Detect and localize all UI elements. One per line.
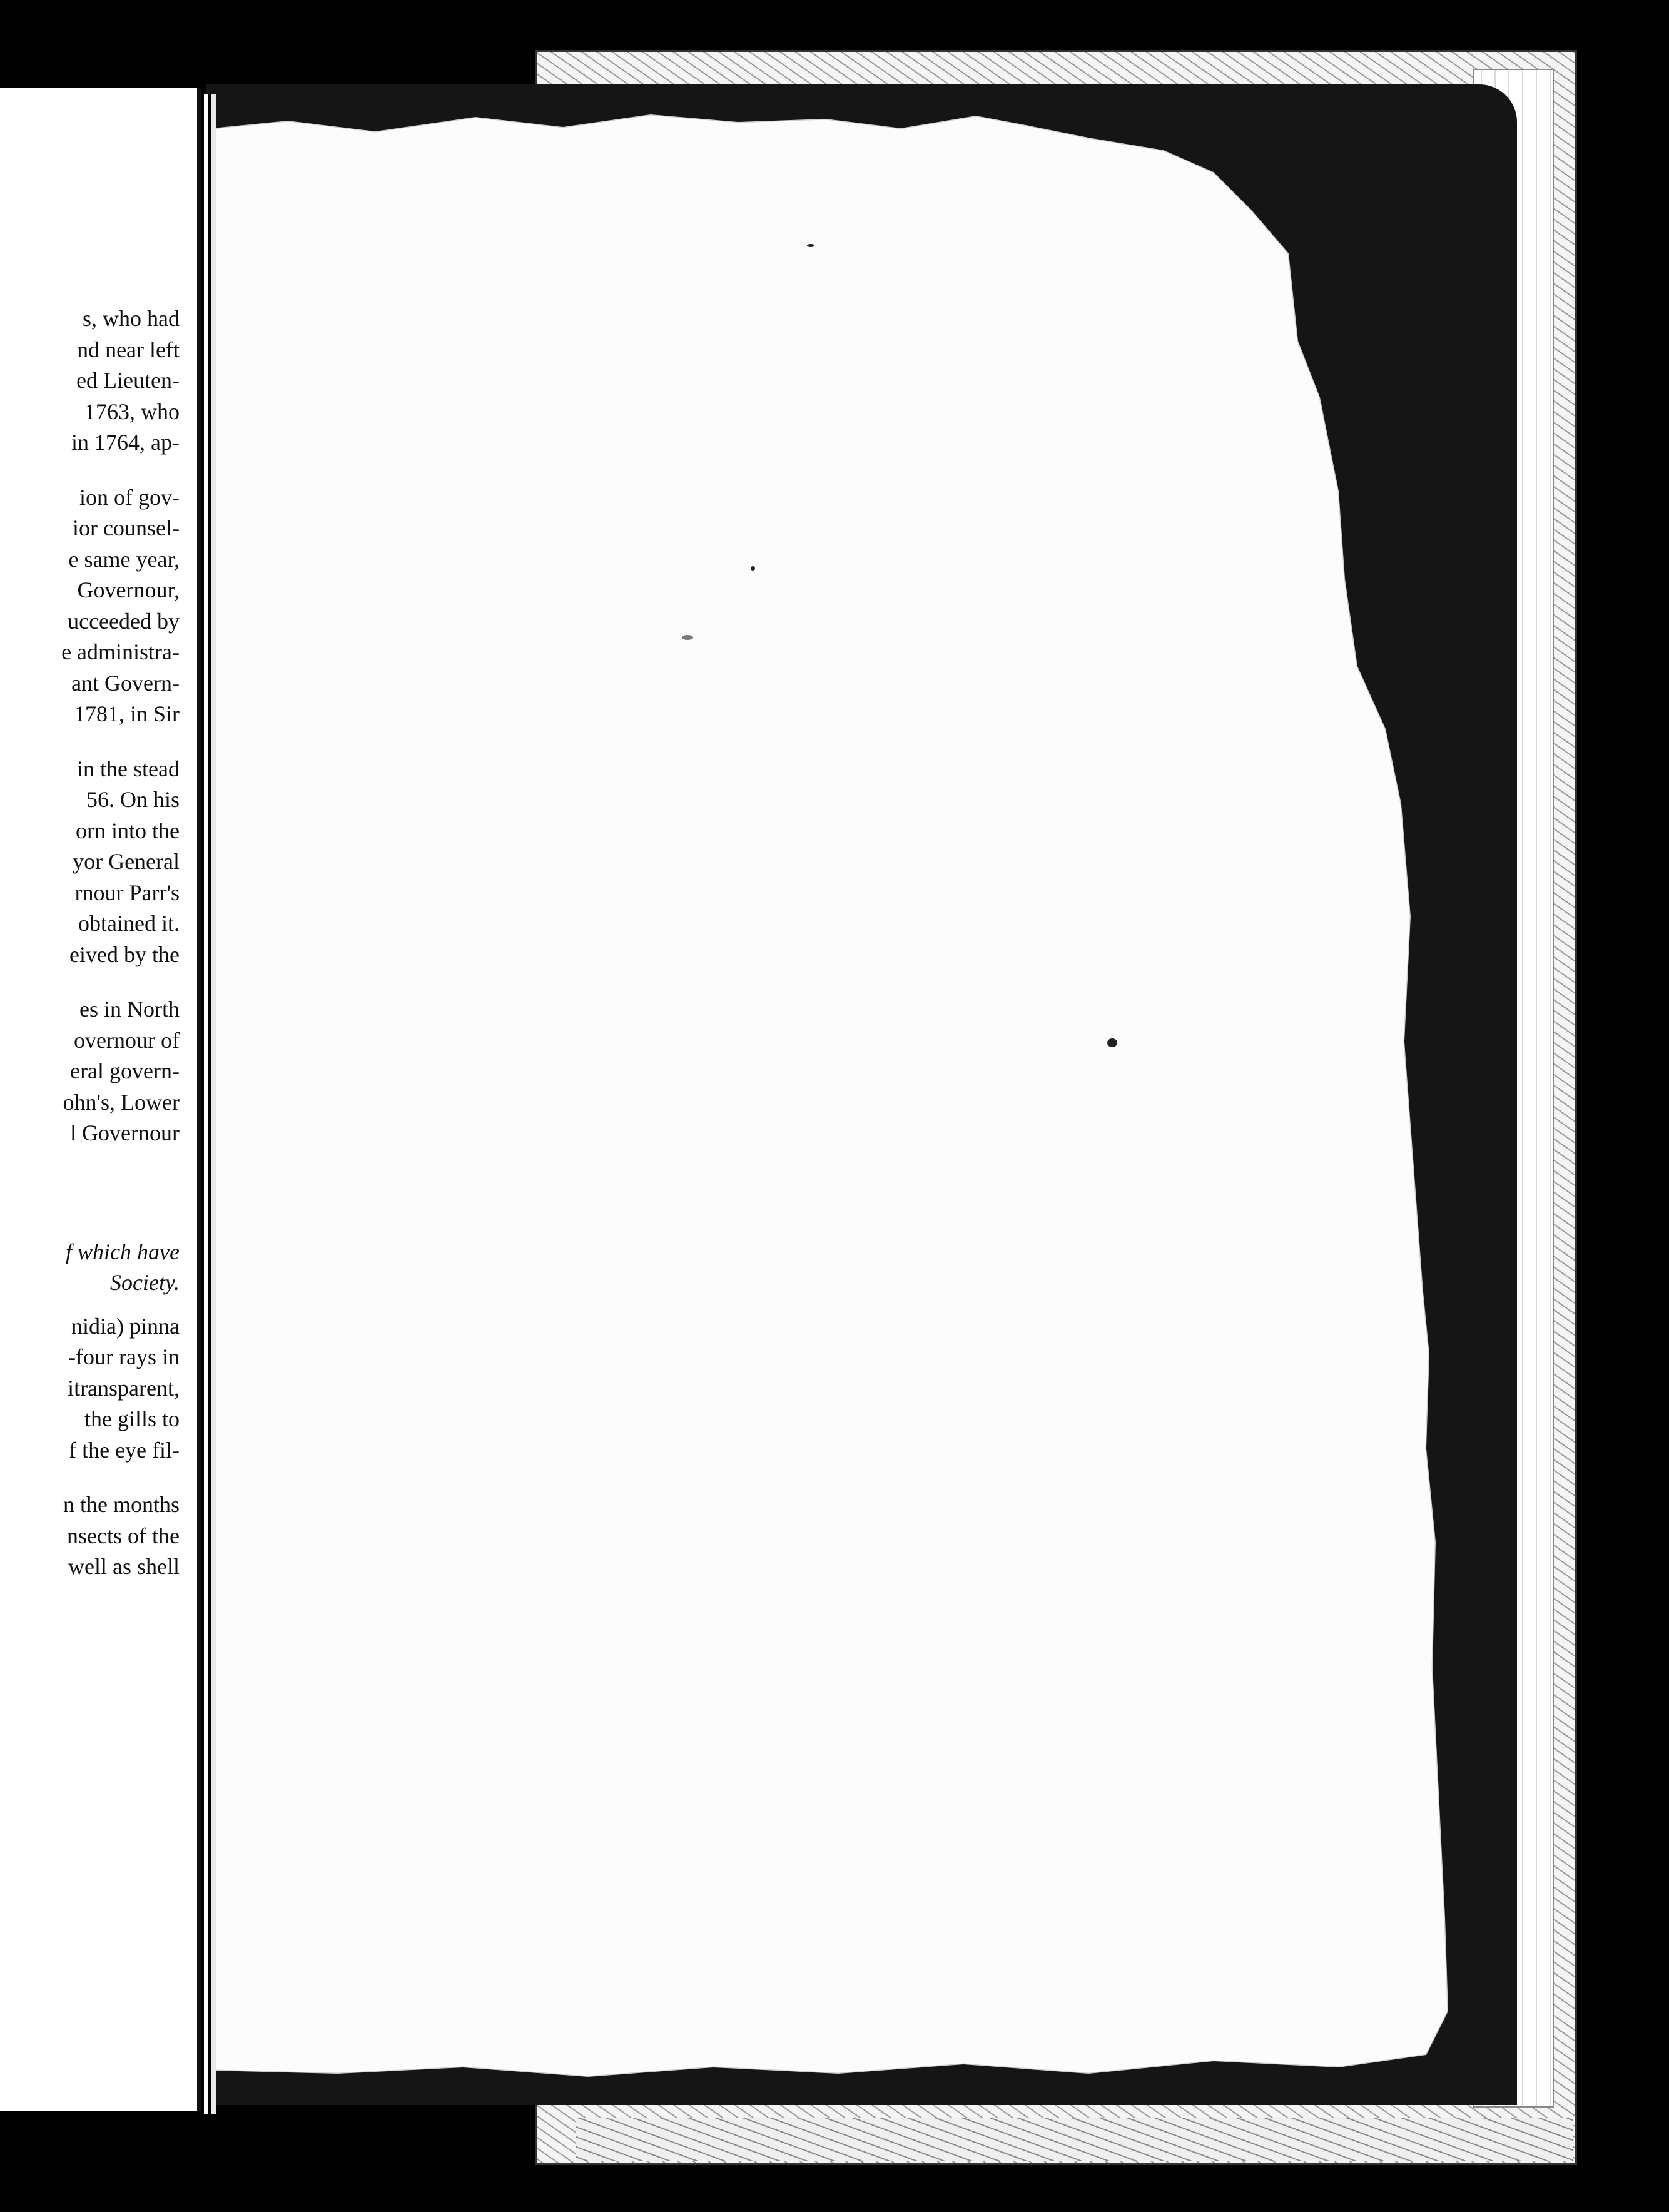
text-line: n the months — [63, 1492, 180, 1517]
text-line: yor General — [73, 849, 180, 874]
section-heading-line: Society. — [110, 1270, 180, 1295]
text-line: ior counsel- — [73, 515, 180, 540]
text-line: l Governour — [70, 1120, 180, 1145]
deckled-edge-shape — [213, 103, 1456, 2093]
text-line: the gills to — [84, 1406, 180, 1431]
text-line: ant Govern- — [71, 670, 180, 696]
text-line: ion of gov- — [79, 484, 180, 510]
text-line: itransparent, — [68, 1375, 180, 1401]
text-line: well as shell — [68, 1554, 180, 1579]
text-line: eived by the — [69, 941, 180, 967]
paper-speck — [807, 244, 814, 247]
text-line: s, who had — [83, 306, 180, 331]
binding-gutter — [199, 94, 216, 2114]
text-line: es in North — [79, 997, 180, 1022]
marbled-cover-bottom-edge — [576, 2118, 1573, 2161]
paper-speck — [1107, 1038, 1117, 1047]
text-line: ohn's, Lower — [63, 1089, 180, 1115]
left-page-text-column — [61, 303, 180, 1583]
section-heading-line: f which have — [66, 1239, 180, 1264]
text-line: ed Lieuten- — [76, 368, 180, 393]
text-line: 56. On his — [86, 787, 180, 812]
text-line: in 1764, ap- — [71, 430, 180, 455]
text-line: nsects of the — [67, 1523, 180, 1548]
text-line: overnour of — [74, 1027, 180, 1053]
text-line: nd near left — [77, 337, 180, 362]
text-line: obtained it. — [78, 911, 180, 936]
text-line: 1763, who — [84, 398, 180, 424]
text-line: ucceeded by — [68, 608, 180, 634]
text-line: e administra- — [61, 639, 180, 664]
text-line: 1781, in Sir — [73, 701, 180, 726]
text-line: -four rays in — [68, 1344, 180, 1369]
text-line: rnour Parr's — [74, 880, 180, 905]
text-line: f the eye fil- — [69, 1437, 180, 1463]
left-facing-page — [0, 88, 201, 2111]
text-line: e same year, — [68, 546, 180, 572]
paper-speck — [751, 566, 755, 571]
text-line: orn into the — [76, 818, 180, 843]
paper-speck — [682, 635, 693, 640]
text-line: eral govern- — [70, 1058, 180, 1083]
text-line: nidia) pinna — [71, 1313, 180, 1339]
text-line: Governour, — [77, 577, 180, 602]
text-line: in the stead — [77, 756, 180, 781]
blank-leaf — [213, 103, 1456, 2093]
